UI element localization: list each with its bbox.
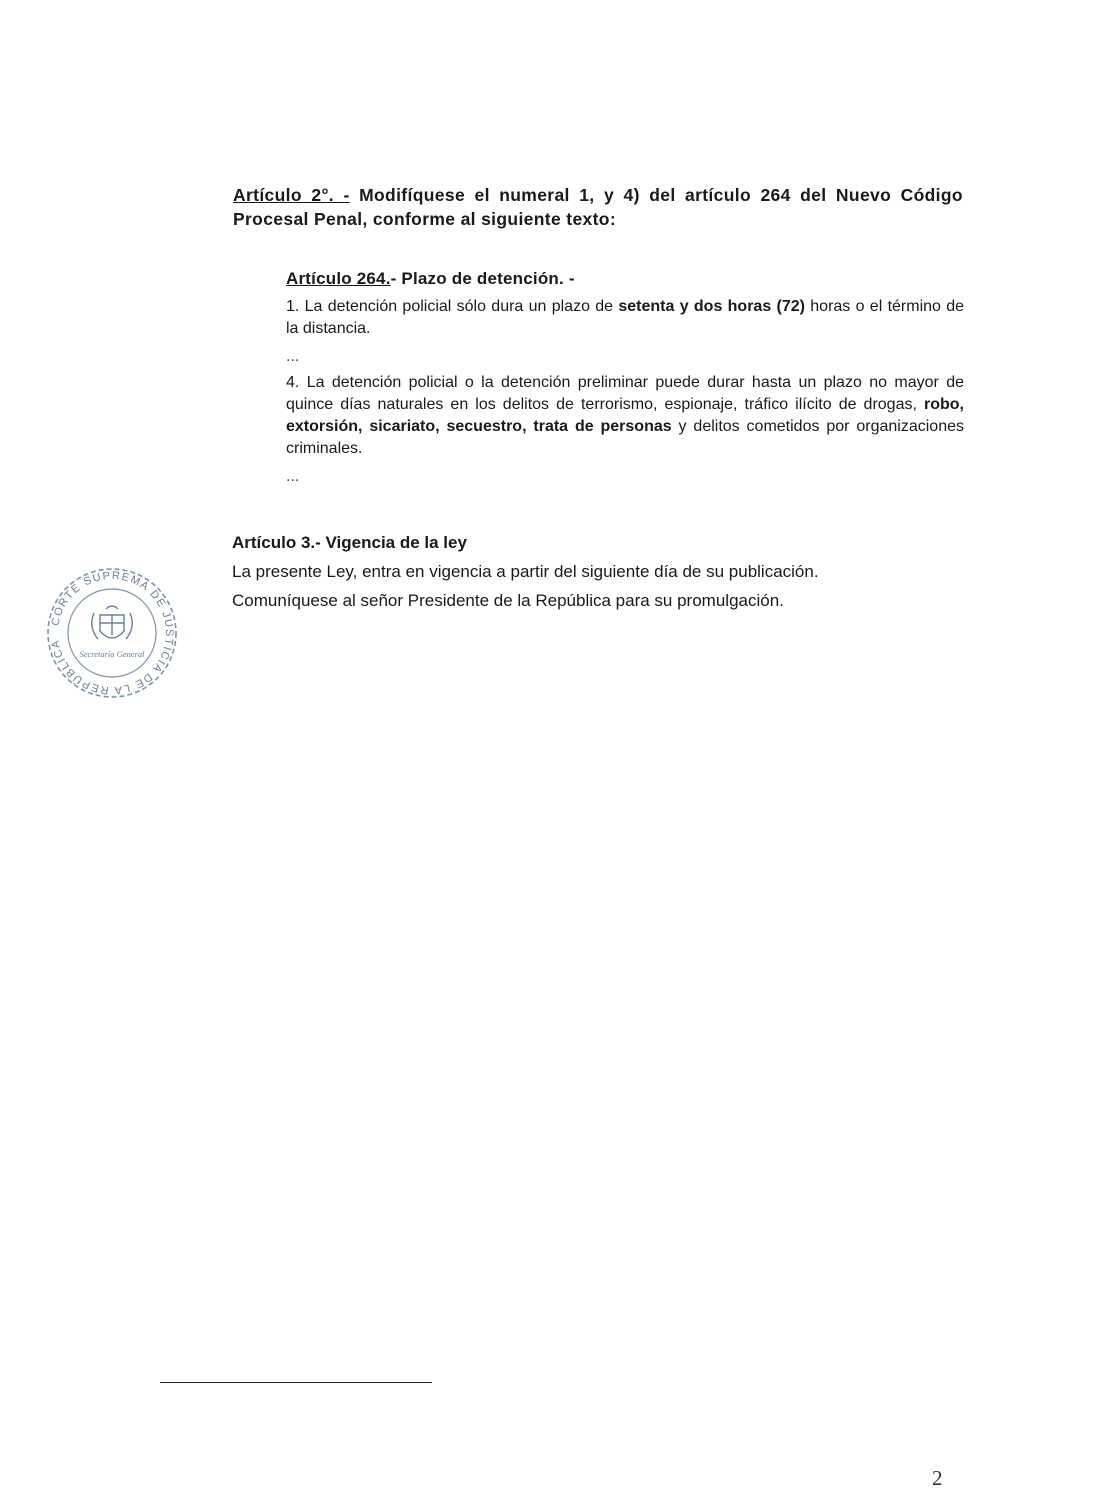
ellipsis: ...: [286, 468, 300, 485]
article-264-item-4: 4. La detención policial o la detención preliminar puede durar hasta un plazo no mayor de quince días naturales en los delitos de terrorismo, espionaje, tráfico ilícito de drogas, robo, extorsión, sicariato, secuestro, trata de personas y delitos cometidos por organizaciones criminales.: [286, 374, 964, 457]
article-264-quote: [286, 268, 964, 492]
article-264-item-1: 1. La detención policial sólo dura un plazo de setenta y dos horas (72) horas o el término de la distancia.: [286, 298, 965, 337]
article-2-label: Artículo 2°. -: [233, 185, 350, 205]
article-3-title: Artículo 3.- Vigencia de la ley: [232, 533, 467, 552]
seal-inner-text: Secretaría General: [79, 649, 145, 659]
ellipsis: ...: [286, 348, 300, 365]
official-seal-stamp: [44, 565, 180, 701]
article-2-paragraph: [233, 183, 963, 231]
page-number: 2: [932, 1466, 943, 1490]
article-264-title: - Plazo de detención. -: [390, 269, 575, 288]
article-264-label: Artículo 264.: [286, 269, 391, 288]
coat-of-arms-icon: [92, 606, 133, 639]
article-2-text: Modifíquese el numeral 1, y 4) del artículo 264 del Nuevo Código Procesal Penal, conforme al siguiente texto:: [233, 185, 963, 229]
seal-outer-text: CORTE SUPREMA DE JUSTICIA DE LA REPÚBLICA: [49, 569, 176, 697]
article-3-paragraph-2: Comuníquese al señor Presidente de la República para su promulgación.: [232, 591, 784, 610]
article-264-heading: [286, 268, 964, 290]
article-3-paragraph-1: La presente Ley, entra en vigencia a partir del siguiente día de su publicación.: [232, 562, 819, 581]
footnote-divider: [160, 1382, 432, 1383]
article-3-section: [232, 530, 972, 617]
